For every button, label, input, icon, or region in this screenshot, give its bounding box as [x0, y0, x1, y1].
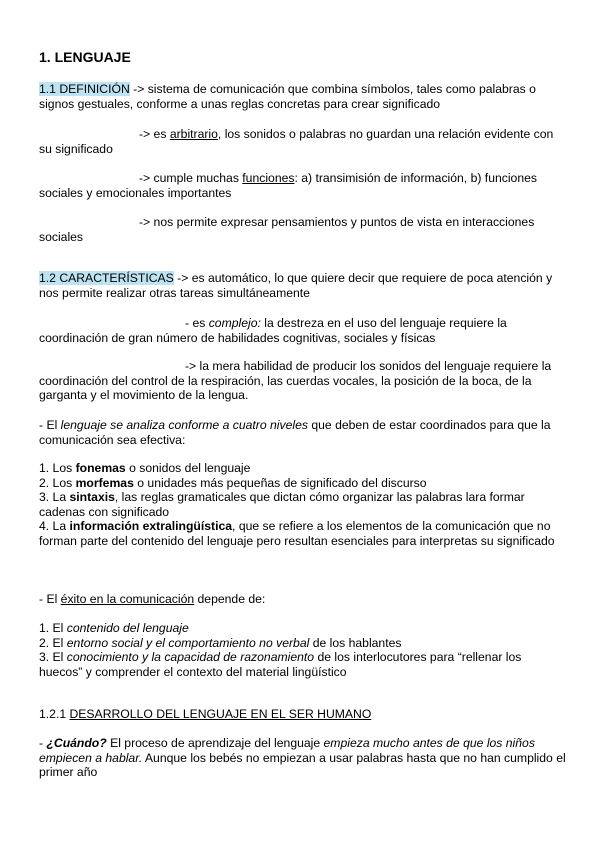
- cuando-term: ¿Cuándo?: [46, 736, 107, 750]
- definicion-label: 1.1 DEFINICIÓN: [39, 82, 130, 96]
- expresar-text: -> nos permite expresar pensamientos y puntos de vista en interacciones sociales: [39, 215, 535, 244]
- sonidos-text: -> la mera habilidad de producir los sonidos del lenguaje requiere la coordinación del control de la respiración, las cuerdas vocales, la posición de la boca, de la garganta y el movimiento de la lengua.: [39, 359, 552, 402]
- definicion-paragraph: [39, 82, 567, 111]
- caracteristicas-label: 1.2 CARACTERÍSTICAS: [39, 271, 174, 285]
- exito-term: éxito en la comunicación: [60, 592, 195, 606]
- expresar-paragraph: [39, 215, 567, 244]
- definicion-text: -> sistema de comunicación que combina símbolos, tales como palabras o signos gestuales, conforme a unas reglas concretas para crear significado: [39, 82, 536, 111]
- list-item: 3. El conocimiento y la capacidad de razonamiento de los interlocutores para “rellenar los huecos” y comprender el contexto del material lingüístico: [39, 650, 522, 679]
- list-item: 1. Los fonemas o sonidos del lenguaje: [39, 461, 251, 475]
- complejo-paragraph: [39, 316, 567, 345]
- list-item: 2. El entorno social y el comportamiento no verbal de los hablantes: [39, 635, 402, 650]
- list-item: 1. El contenido del lenguaje: [39, 621, 189, 635]
- desarrollo-title: DESARROLLO DEL LENGUAJE EN EL SER HUMANO: [69, 707, 372, 721]
- list-item: 2. Los morfemas o unidades más pequeñas de significado del discurso: [39, 475, 427, 490]
- factores-list: [39, 621, 567, 679]
- list-item: 4. La información extralingüística, que se refiere a los elementos de la comunicación que no forman parte del contenido del lenguaje pero resultan esenciales para interpretas su significado: [39, 519, 555, 548]
- morfemas-term: morfemas: [75, 475, 134, 490]
- niveles-term: lenguaje se analiza conforme a cuatro niveles: [60, 418, 308, 432]
- fonemas-term: fonemas: [75, 461, 126, 475]
- funciones-post: : a) transimisión de información, b) funciones sociales y emocionales importantes: [39, 171, 537, 200]
- funciones-pre: -> cumple muchas: [139, 171, 243, 185]
- arbitrario-term: arbitrario: [169, 127, 218, 141]
- cuando-paragraph: - ¿Cuándo? El proceso de aprendizaje del lenguaje empieza mucho antes de que los niños empiecen a hablar. Aunque los bebés no empiezan a usar palabras hasta que no han cumplido el primer año: [39, 736, 566, 779]
- caracteristicas-text: -> es automático, lo que quiere decir que requiere de poca atención y nos permite realizar otras tareas simultáneamente: [39, 271, 553, 300]
- complejo-pre: - es: [185, 316, 209, 330]
- funciones-paragraph: [39, 171, 567, 200]
- niveles-post: que deben de estar coordinados para que la comunicación sea efectiva:: [39, 418, 551, 447]
- sintaxis-term: sintaxis: [69, 490, 115, 504]
- sonidos-paragraph: [39, 359, 567, 403]
- niveles-paragraph: [39, 418, 567, 447]
- complejo-term: complejo:: [208, 316, 261, 330]
- page-title: 1. LENGUAJE: [39, 49, 131, 65]
- funciones-term: funciones: [242, 171, 295, 185]
- arbitrario-post: , los sonidos o palabras no guardan una relación evidente con su significado: [39, 127, 554, 156]
- niveles-list: [39, 461, 567, 548]
- caracteristicas-paragraph: [39, 271, 567, 300]
- desarrollo-heading: [39, 707, 567, 722]
- arbitrario-pre: -> es: [139, 127, 170, 141]
- extralinguistica-term: información extralingüística: [69, 519, 233, 533]
- arbitrario-paragraph: [39, 127, 567, 156]
- cuando-emphasis: empieza mucho antes de que los niños empiecen a hablar.: [39, 736, 535, 765]
- exito-paragraph: - El éxito en la comunicación depende de:: [39, 592, 266, 606]
- niveles-pre: - El: [39, 418, 61, 432]
- list-item: 3. La sintaxis, las reglas gramaticales que dictan cómo organizar las palabras lara formar cadenas con significado: [39, 490, 525, 519]
- desarrollo-number: 1.2.1: [39, 707, 70, 721]
- complejo-post: la destreza en el uso del lenguaje requiere la coordinación de gran número de habilidades cognitivas, sociales y físicas: [39, 316, 507, 345]
